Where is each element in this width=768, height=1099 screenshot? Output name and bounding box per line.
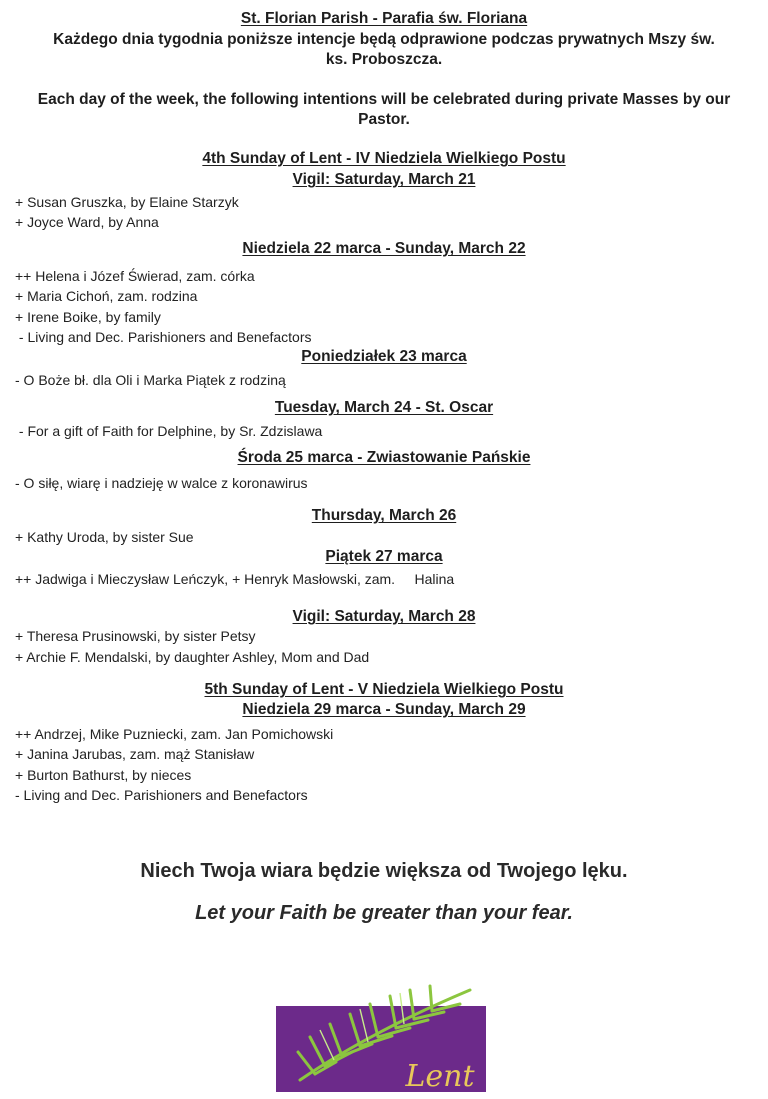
parish-title: St. Florian Parish - Parafia św. Floriana — [240, 10, 528, 27]
english-intro-line-2: Pastor. — [358, 111, 410, 128]
section-heading: Tuesday, March 24 - St. Oscar — [274, 399, 494, 416]
intention-item: + Janina Jarubas, zam. mąż Stanisław — [15, 746, 255, 762]
quote-polish: Niech Twoja wiara będzie większa od Twojego lęku. — [140, 860, 628, 882]
intention-item: - O Boże bł. dla Oli i Marka Piątek z rodziną — [15, 372, 286, 388]
intention-item: - Living and Dec. Parishioners and Benefactors — [15, 329, 312, 345]
section-heading: Niedziela 22 marca - Sunday, March 22 — [242, 240, 526, 257]
section-heading: 4th Sunday of Lent - IV Niedziela Wielkiego Postu — [202, 150, 566, 167]
intention-item: + Theresa Prusinowski, by sister Petsy — [15, 628, 256, 644]
section-subheading: Niedziela 29 marca - Sunday, March 29 — [242, 701, 526, 718]
intention-item: + Kathy Uroda, by sister Sue — [15, 529, 194, 545]
intention-item: + Susan Gruszka, by Elaine Starzyk — [15, 194, 239, 210]
lent-logo — [270, 982, 495, 1094]
intention-item: + Burton Bathurst, by nieces — [15, 767, 192, 783]
intention-item: - Living and Dec. Parishioners and Benefactors — [15, 787, 308, 803]
section-heading: Środa 25 marca - Zwiastowanie Pańskie — [237, 449, 531, 466]
polish-intro-line-1: Każdego dnia tygodnia poniższe intencje będą odprawione podczas prywatnych Mszy św. — [53, 31, 715, 48]
section-heading: Thursday, March 26 — [311, 507, 457, 524]
section-heading: Poniedziałek 23 marca — [301, 348, 467, 365]
section-heading: Piątek 27 marca — [325, 548, 443, 565]
intention-item: ++ Jadwiga i Mieczysław Leńczyk, + Henryk Masłowski, zam. Halina — [15, 571, 455, 587]
intention-item: - For a gift of Faith for Delphine, by Sr. Zdzislawa — [15, 423, 323, 439]
intention-item: + Maria Cichoń, zam. rodzina — [15, 288, 198, 304]
intention-item: + Archie F. Mendalski, by daughter Ashley, Mom and Dad — [15, 649, 370, 665]
logo-text: Lent — [405, 1059, 475, 1094]
english-intro-line-1: Each day of the week, the following intentions will be celebrated during private Masses by our — [37, 91, 731, 108]
intention-item: ++ Andrzej, Mike Puzniecki, zam. Jan Pomichowski — [15, 726, 334, 742]
intention-item: + Irene Boike, by family — [15, 309, 161, 325]
section-heading: 5th Sunday of Lent - V Niedziela Wielkiego Postu — [204, 681, 564, 698]
intention-item: + Joyce Ward, by Anna — [15, 214, 159, 230]
section-subheading: Vigil: Saturday, March 21 — [292, 171, 476, 188]
intention-item: ++ Helena i Józef Świerad, zam. córka — [15, 268, 255, 284]
section-heading: Vigil: Saturday, March 28 — [292, 608, 476, 625]
polish-intro-line-2: ks. Proboszcza. — [325, 51, 443, 68]
quote-english: Let your Faith be greater than your fear. — [195, 902, 573, 924]
palm-branch-icon — [270, 982, 495, 1094]
intention-item: - O siłę, wiarę i nadzieję w walce z koronawirus — [15, 475, 308, 491]
